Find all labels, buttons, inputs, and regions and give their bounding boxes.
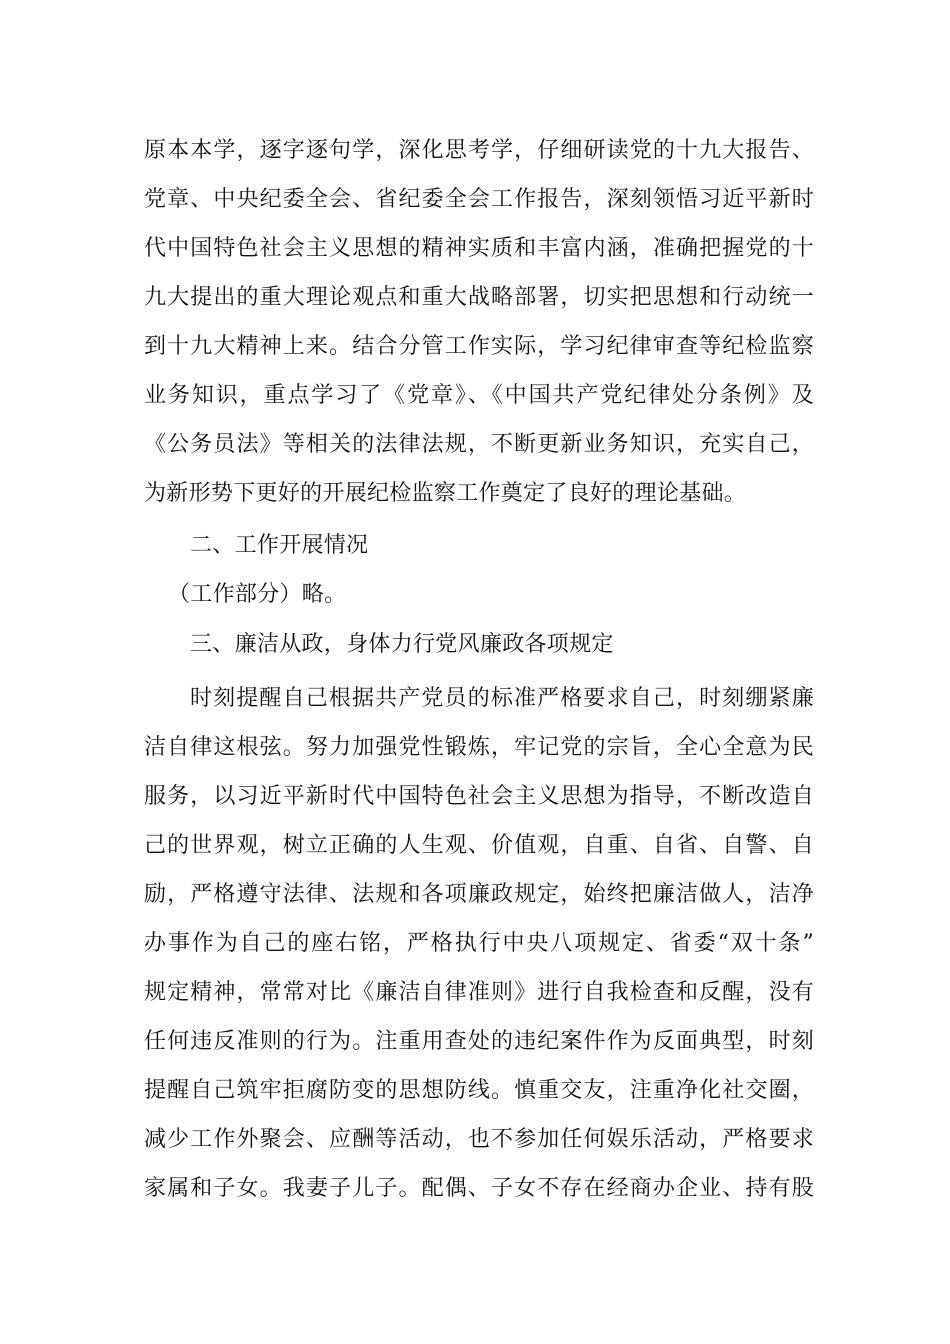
paragraph-1-line: 代中国特色社会主义思想的精神实质和丰富内涵，准确把握党的十 (144, 236, 814, 261)
paragraph-3-line: 服务，以习近平新时代中国特色社会主义思想为指导，不断改造自 (144, 784, 814, 809)
paragraph-1-line: 党章、中央纪委全会、省纪委全会工作报告，深刻领悟习近平新时 (144, 187, 814, 212)
paragraph-3-line: 提醒自己筑牢拒腐防变的思想防线。慎重交友，注重净化社交圈， (144, 1078, 814, 1103)
paragraph-1-line: 原本本学，逐字逐句学，深化思考学，仔细研读党的十九大报告、 (144, 138, 814, 163)
section-note-2: （工作部分）略。 (168, 582, 347, 607)
paragraph-3-line: 规定精神，常常对比《廉洁自律准则》进行自我检查和反醒，没有 (144, 980, 814, 1005)
paragraph-3-line: 己的世界观，树立正确的人生观、价值观，自重、自省、自警、自 (144, 833, 814, 858)
paragraph-1-line: 九大提出的重大理论观点和重大战略部署，切实把思想和行动统一 (144, 285, 814, 310)
paragraph-1-line: 到十九大精神上来。结合分管工作实际，学习纪律审查等纪检监察 (144, 334, 814, 359)
paragraph-3-line: 洁自律这根弦。努力加强党性锻炼，牢记党的宗旨，全心全意为民 (144, 735, 814, 760)
section-heading-2: 二、工作开展情况 (190, 533, 369, 558)
paragraph-3-line: 任何违反准则的行为。注重用查处的违纪案件作为反面典型，时刻 (144, 1029, 814, 1054)
paragraph-1-line: 《公务员法》等相关的法律法规，不断更新业务知识，充实自己， (144, 432, 814, 457)
section-heading-3: 三、廉洁从政，身体力行党风廉政各项规定 (190, 632, 614, 657)
paragraph-3-line: 励，严格遵守法律、法规和各项廉政规定，始终把廉洁做人，洁净 (144, 882, 814, 907)
paragraph-1-line: 业务知识，重点学习了《党章》、《中国共产党纪律处分条例》及 (144, 383, 814, 408)
paragraph-1-line: 为新形势下更好的开展纪检监察工作奠定了良好的理论基础。 (144, 481, 747, 506)
paragraph-3-line: 家属和子女。我妻子儿子。配偶、子女不存在经商办企业、持有股 (144, 1176, 814, 1201)
paragraph-3-line: 时刻提醒自己根据共产党员的标准严格要求自己，时刻绷紧廉 (190, 686, 814, 711)
paragraph-3-line: 办事作为自己的座右铭，严格执行中央八项规定、省委“双十条” (144, 931, 814, 956)
paragraph-3-line: 减少工作外聚会、应酬等活动，也不参加任何娱乐活动，严格要求 (144, 1127, 814, 1152)
